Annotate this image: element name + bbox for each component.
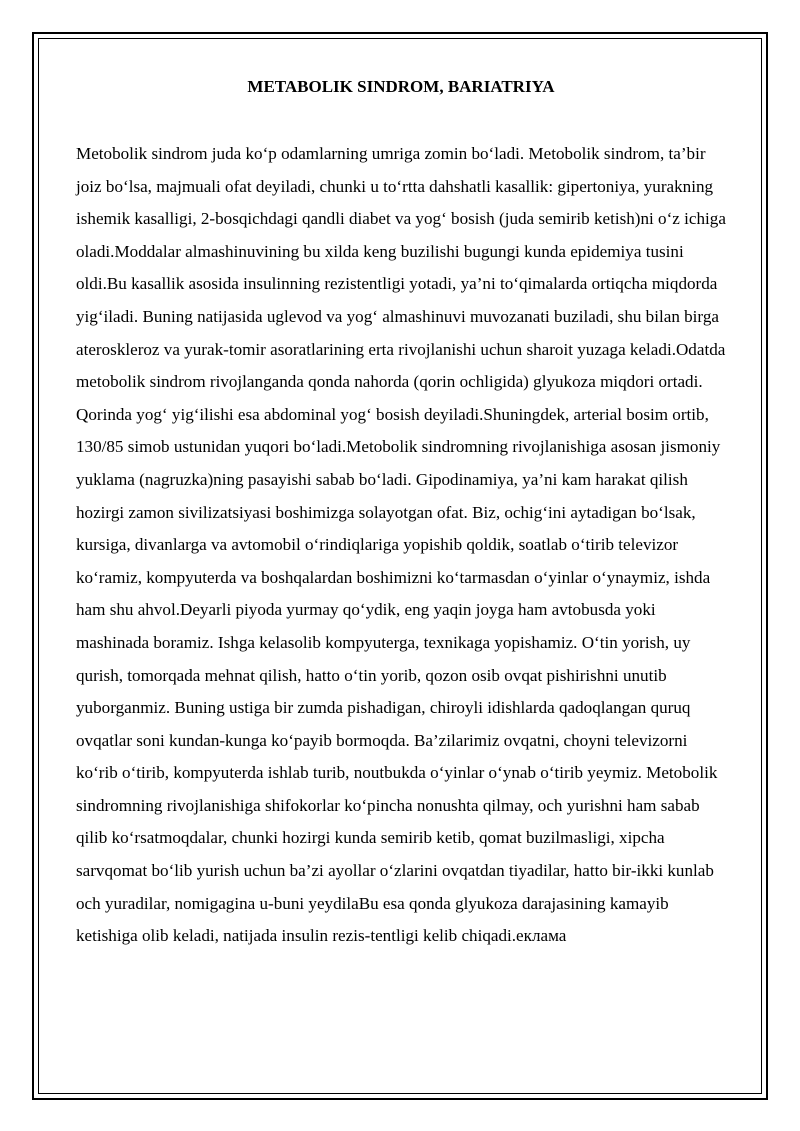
document-content [76, 74, 726, 953]
document-title: METABOLIK SINDROM, BARIATRIYA [247, 77, 555, 96]
document-body-paragraph: Metobolik sindrom juda ko‘p odamlarning umriga zomin bo‘ladi. Metobolik sindrom, ta’bir joiz bo‘lsa, majmuali ofat deyiladi, chunki u to‘rtta dahshatli kasallik: gipertoniya, yurakning ishemik kasalligi, 2-bosqichdagi qandli diabet va yog‘ bosish (juda semirib ketish)ni o‘z ichiga oladi.Moddalar almashinuvining bu xilda keng buzilishi bugungi kunda epidemiya tusini oldi.Bu kasallik asosida insulinning rezistentligi yotadi, ya’ni to‘qimalarda ortiqcha miqdorda yig‘iladi. Buning natijasida uglevod va yog‘ almashinuvi muvozanati buziladi, shu bilan birga ateroskleroz va yurak-tomir asoratlarining erta rivojlanishi uchun sharoit yuzaga keladi.Odatda metobolik sindrom rivojlanganda qonda nahorda (qorin ochligida) glyukoza miqdori ortadi. Qorinda yog‘ yig‘ilishi esa abdominal yog‘ bosish deyiladi.Shuningdek, arterial bosim ortib, 130/85 simob ustunidan yuqori bo‘ladi.Metobolik sindromning rivojlanishiga asosan jismoniy yuklama (nagruzka)ning pasayishi sabab bo‘ladi. Gipodinamiya, ya’ni kam harakat qilish hozirgi zamon sivilizatsiyasi boshimizga solayotgan ofat. Biz, ochig‘ini aytadigan bo‘lsak, kursiga, divanlarga va avtomobil o‘rindiqlariga yopishib qoldik, soatlab o‘tirib televizor ko‘ramiz, kompyuterda va boshqalardan boshimizni ko‘tarmasdan o‘yinlar o‘ynaymiz, ishda ham shu ahvol.Deyarli piyoda yurmay qo‘ydik, eng yaqin joyga ham avtobusda yoki mashinada boramiz. Ishga kelasolib kompyuterga, texnikaga yopishamiz. O‘tin yorish, uy qurish, tomorqada mehnat qilish, hatto o‘tin yorib, qozon osib ovqat pishirishni unutib yuborganmiz. Buning ustiga bir zumda pishadigan, chiroyli idishlarda qadoqlangan quruq ovqatlar soni kundan-kunga ko‘payib bormoqda. Ba’zilarimiz ovqatni, choyni televizorni ko‘rib o‘tirib, kompyuterda ishlab turib, noutbukda o‘yinlar o‘ynab o‘tirib yeymiz. Metobolik sindromning rivojlanishiga shifokorlar ko‘pincha nonushta qilmay, och yurishni ham sabab qilib ko‘rsatmoqdalar, chunki hozirgi kunda semirib ketib, qomat buzilmasligi, xipcha sarvqomat bo‘lib yurish uchun ba’zi ayollar o‘zlarini ovqatdan tiyadilar, hatto bir-ikki kunlab och yuradilar, nomigagina u-buni yeydilaBu esa qonda glyukoza darajasining kamayib ketishiga olib keladi, natijada insulin rezis-tentligi kelib chiqadi.еклама [76, 144, 726, 946]
